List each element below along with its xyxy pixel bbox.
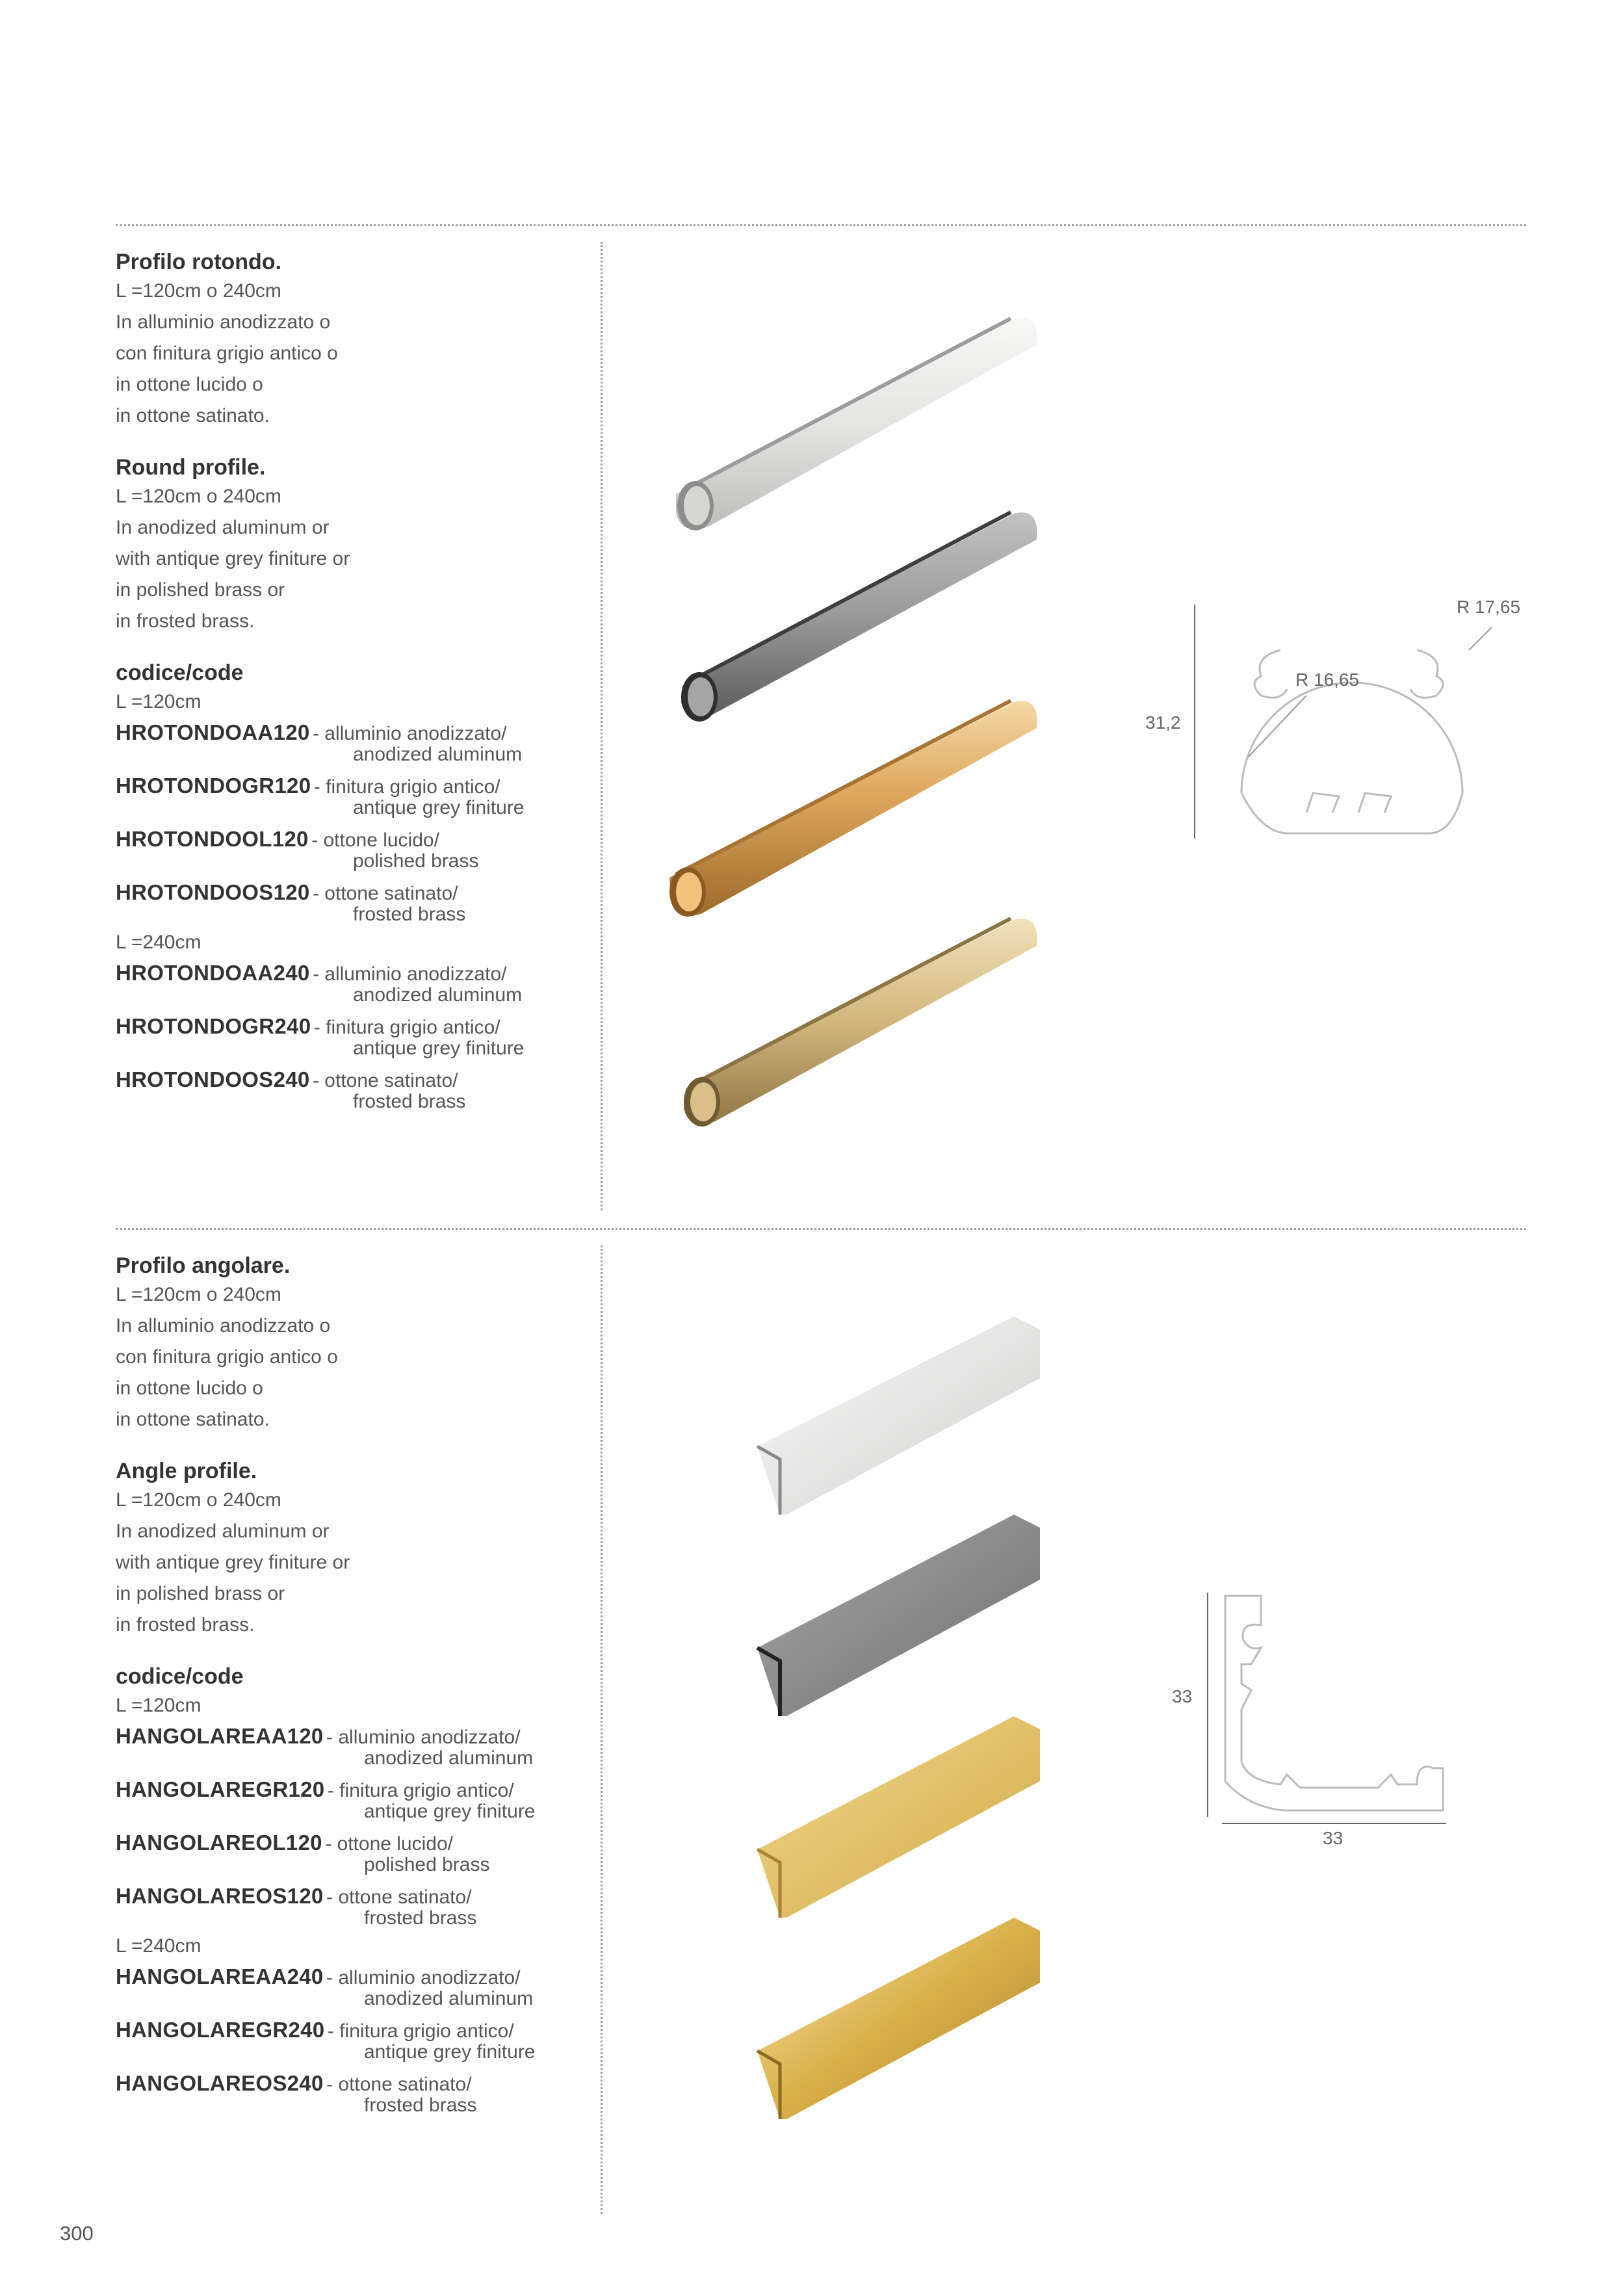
round-profile-text [116, 248, 584, 1121]
product-code: HANGOLAREGR120 [116, 1777, 325, 1801]
code-desc-en: frosted brass [364, 2094, 477, 2116]
angle-it-line: in ottone lucido o [116, 1377, 263, 1399]
code-row [116, 2018, 584, 2062]
round-en-title: Round profile. [116, 455, 266, 480]
round-dim-r-inner: R 16,65 [1295, 670, 1360, 690]
product-code: HANGOLAREAA120 [116, 1724, 324, 1748]
code-desc-it: - ottone lucido/ [325, 1833, 453, 1855]
round-length-240: L =240cm [116, 932, 201, 953]
product-code: HROTONDOOS240 [116, 1067, 310, 1091]
code-desc-it: - alluminio anodizzato/ [326, 1727, 521, 1748]
angle-column-divider [601, 1246, 603, 2214]
code-desc-en: anodized aluminum [353, 744, 523, 765]
product-code: HROTONDOOL120 [116, 827, 309, 851]
product-code: HANGOLAREOL120 [116, 1831, 322, 1855]
code-desc-it: - alluminio anodizzato/ [312, 723, 507, 744]
product-code: HROTONDOAA120 [116, 720, 310, 744]
angle-dim-width: 33 [1323, 1828, 1344, 1848]
round-it-line: L =120cm o 240cm [116, 280, 281, 302]
round-en-line: in polished brass or [116, 579, 285, 601]
code-desc-en: antique grey finiture [364, 2041, 536, 2063]
round-dim-r-outer: R 17,65 [1457, 597, 1521, 617]
round-it-line: con finitura grigio antico o [116, 343, 338, 364]
angle-en-line: L =120cm o 240cm [116, 1489, 281, 1511]
round-length-120: L =120cm [116, 691, 201, 712]
code-row [116, 774, 584, 818]
code-desc-it: - ottone satinato/ [312, 883, 458, 904]
code-row [116, 880, 584, 924]
round-it-line: In alluminio anodizzato o [116, 311, 331, 333]
round-dim-height: 31,2 [1145, 712, 1181, 733]
angle-profile-photos [741, 1300, 1053, 2158]
angle-frosted-brass-photo [757, 1918, 1040, 2119]
code-desc-it: - alluminio anodizzato/ [312, 963, 507, 985]
middle-divider [116, 1228, 1526, 1230]
code-desc-en: antique grey finiture [353, 797, 525, 818]
round-en-line: In anodized aluminum or [116, 517, 330, 538]
code-desc-en: polished brass [364, 1854, 490, 1875]
code-desc-en: polished brass [353, 850, 479, 872]
page-number: 300 [60, 2222, 94, 2245]
round-en-line: with antique grey finiture or [116, 548, 350, 569]
code-desc-it: - finitura grigio antico/ [313, 1017, 500, 1038]
angle-it-line: L =120cm o 240cm [116, 1284, 281, 1305]
code-row [116, 1777, 584, 1821]
code-row [116, 1014, 584, 1058]
round-en-line: in frosted brass. [116, 610, 255, 632]
code-desc-en: anodized aluminum [353, 984, 523, 1006]
code-row [116, 827, 584, 871]
angle-it-line: in ottone satinato. [116, 1409, 270, 1430]
code-row [116, 1964, 584, 2009]
angle-length-120: L =120cm [116, 1695, 201, 1716]
angle-dim-height: 33 [1172, 1686, 1193, 1706]
angle-polished-brass-photo [757, 1716, 1040, 1918]
product-code: HANGOLAREOS240 [116, 2071, 324, 2095]
round-column-divider [601, 242, 603, 1210]
round-profile-drawing [1183, 598, 1508, 845]
round-it-title: Profilo rotondo. [116, 250, 281, 274]
code-desc-it: - alluminio anodizzato/ [326, 1967, 521, 1989]
code-row [116, 1724, 584, 1768]
code-row [116, 1884, 584, 1928]
angle-en-line: In anodized aluminum or [116, 1520, 330, 1542]
product-code: HANGOLAREGR240 [116, 2018, 325, 2042]
angle-grey-photo [757, 1515, 1040, 1716]
product-code: HROTONDOGR240 [116, 1014, 311, 1038]
code-desc-it: - ottone lucido/ [311, 829, 439, 851]
round-code-title: codice/code [116, 660, 244, 685]
code-desc-en: anodized aluminum [364, 1747, 534, 1769]
angle-en-line: in frosted brass. [116, 1614, 255, 1636]
code-desc-it: - ottone satinato/ [312, 1070, 458, 1091]
round-grey-photo [681, 512, 1037, 722]
angle-en-line: with antique grey finiture or [116, 1552, 350, 1573]
angle-code-title: codice/code [116, 1664, 244, 1689]
top-divider [116, 224, 1526, 226]
round-polished-brass-photo [669, 701, 1037, 917]
product-code: HROTONDOOS120 [116, 880, 310, 904]
code-desc-en: anodized aluminum [364, 1988, 534, 2009]
round-aluminum-photo [676, 319, 1037, 530]
product-code: HROTONDOGR120 [116, 774, 311, 798]
round-it-line: in ottone lucido o [116, 374, 263, 395]
code-desc-en: frosted brass [364, 1907, 477, 1929]
angle-profile-drawing [1202, 1586, 1449, 1833]
code-desc-en: frosted brass [353, 1091, 466, 1112]
product-code: HROTONDOAA240 [116, 961, 310, 985]
angle-it-line: con finitura grigio antico o [116, 1346, 338, 1368]
round-profile-photos [650, 299, 1066, 1144]
angle-it-line: In alluminio anodizzato o [116, 1315, 331, 1337]
code-desc-en: antique grey finiture [364, 1801, 536, 1822]
code-row [116, 2071, 584, 2115]
code-desc-it: - ottone satinato/ [326, 2074, 472, 2095]
angle-length-240: L =240cm [116, 1935, 201, 1957]
round-frosted-brass-photo [684, 919, 1037, 1127]
code-desc-en: frosted brass [353, 904, 466, 925]
angle-en-title: Angle profile. [116, 1459, 257, 1483]
code-desc-it: - finitura grigio antico/ [327, 1780, 514, 1801]
angle-en-line: in polished brass or [116, 1583, 285, 1604]
product-code: HANGOLAREOS120 [116, 1884, 324, 1908]
code-desc-it: - finitura grigio antico/ [313, 776, 500, 798]
angle-it-title: Profilo angolare. [116, 1253, 291, 1278]
code-desc-it: - finitura grigio antico/ [327, 2020, 514, 2042]
code-desc-it: - ottone satinato/ [326, 1886, 472, 1908]
code-desc-en: antique grey finiture [353, 1037, 525, 1059]
product-code: HANGOLAREAA240 [116, 1964, 324, 1989]
code-row [116, 1831, 584, 1875]
angle-profile-text [116, 1252, 584, 2124]
round-it-line: in ottone satinato. [116, 405, 270, 426]
round-en-line: L =120cm o 240cm [116, 486, 281, 507]
code-row [116, 1067, 584, 1112]
code-row [116, 961, 584, 1005]
code-row [116, 720, 584, 764]
angle-aluminum-photo [757, 1316, 1040, 1515]
